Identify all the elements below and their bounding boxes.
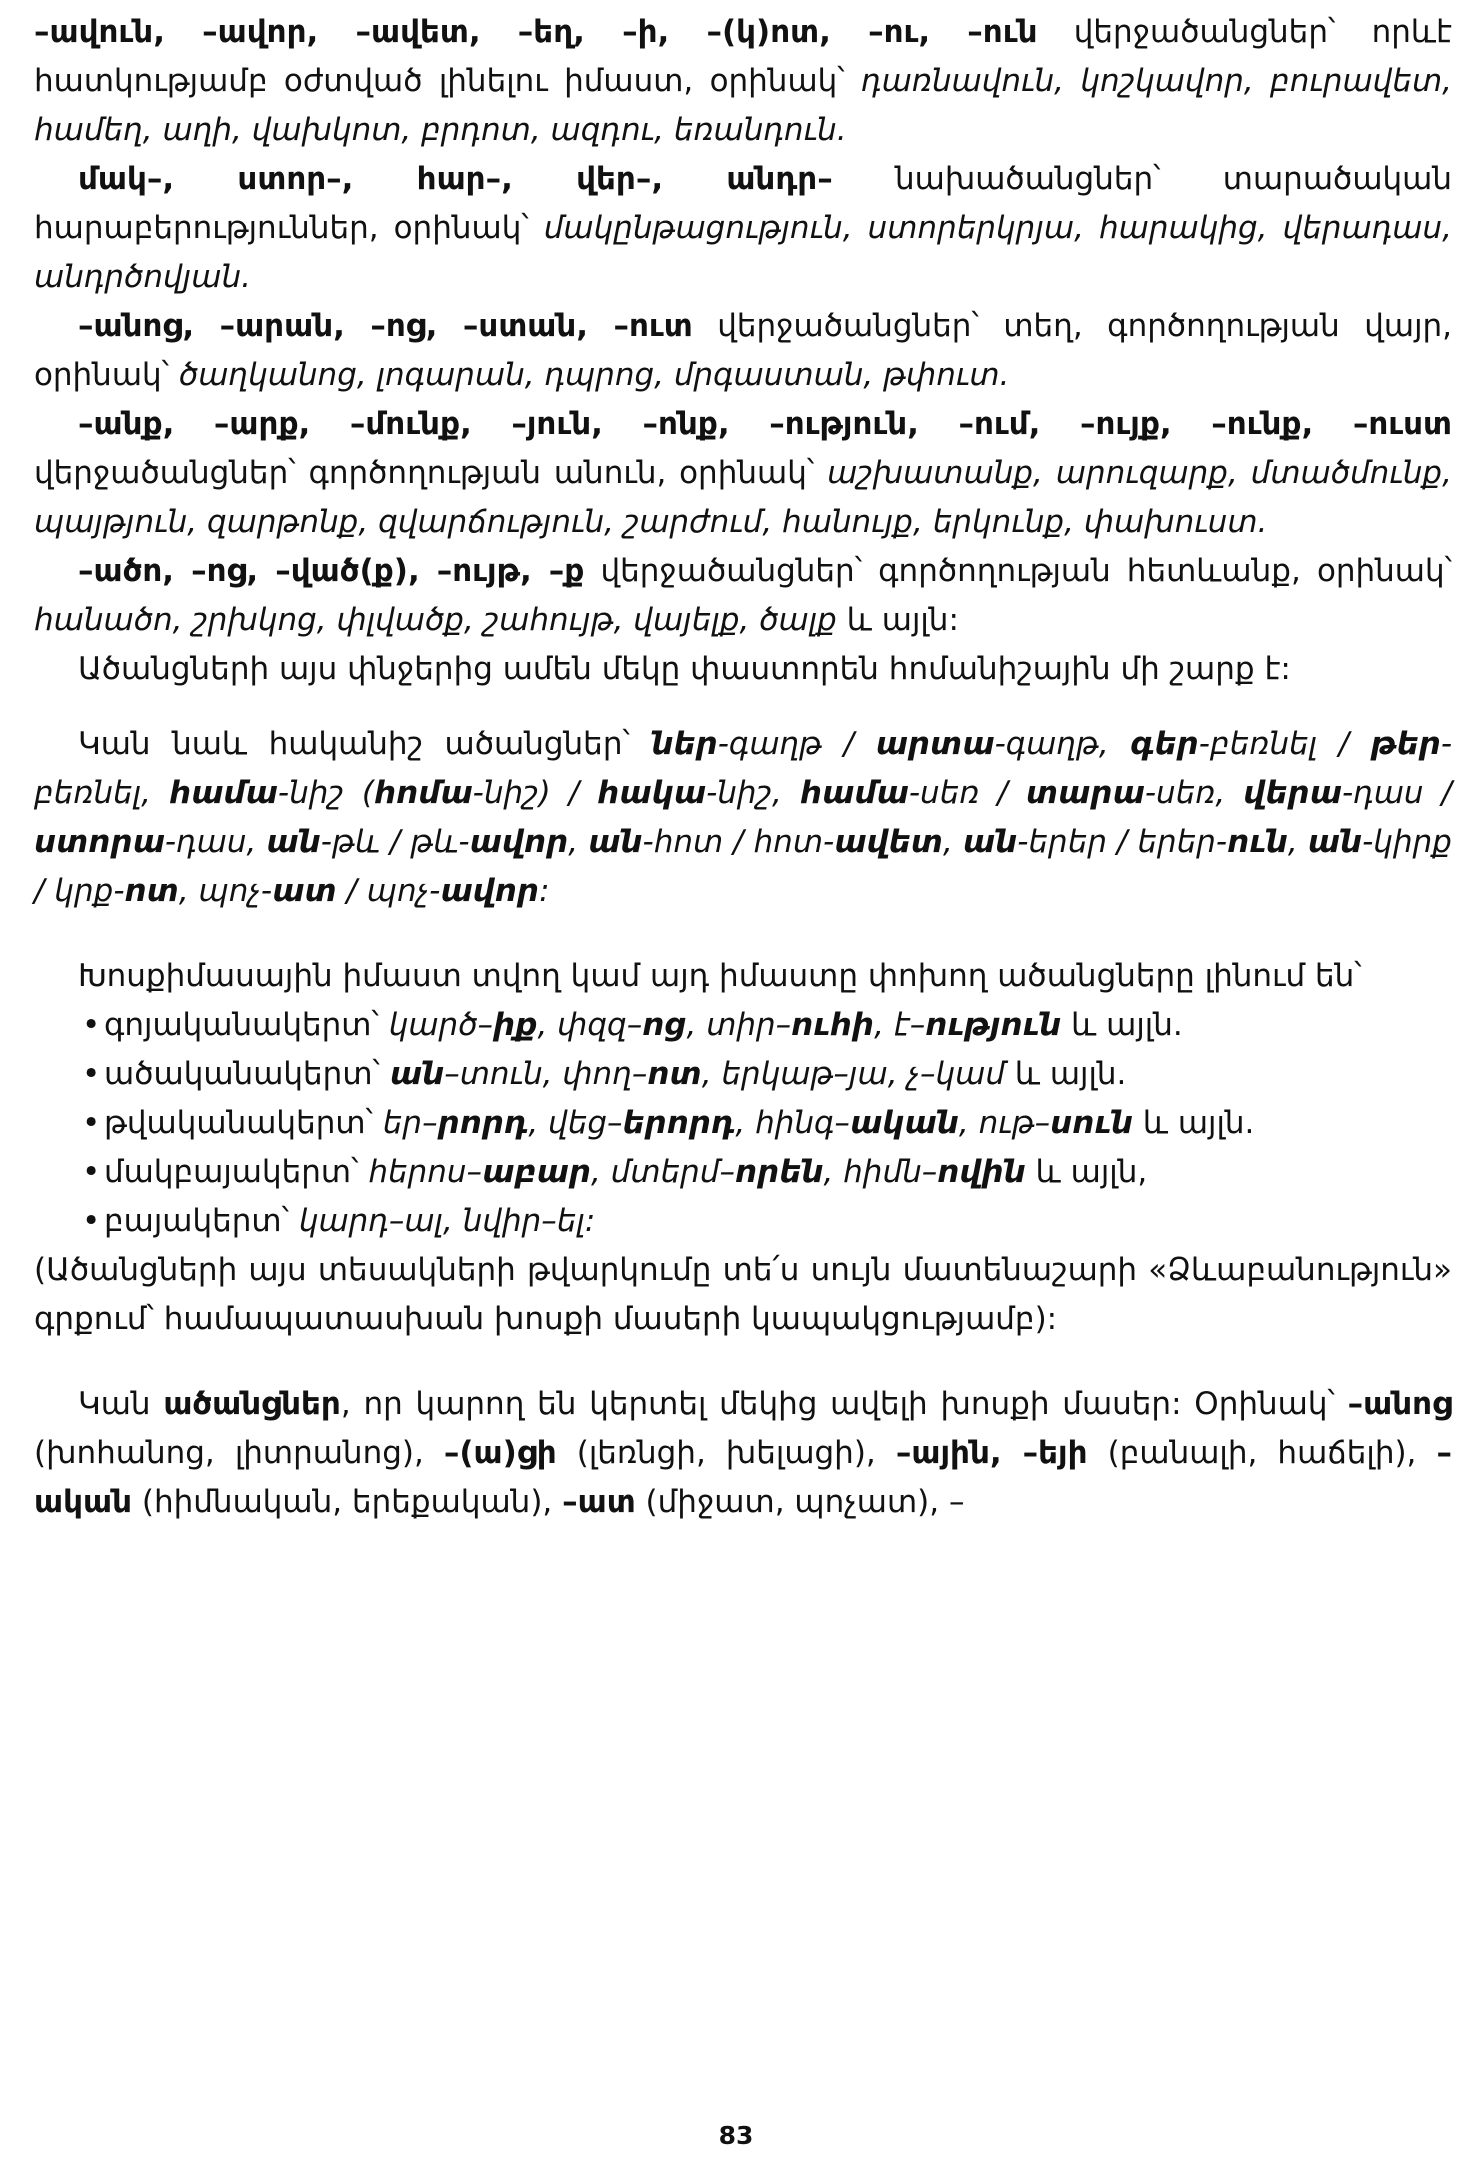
list-item-label: մակբայակերտ՝	[104, 1154, 369, 1190]
description: վերջածանցներ՝ գործողության հետևանք, օրինակ՝	[584, 553, 1452, 589]
affix: ոտ	[124, 873, 179, 909]
affix: ովին	[937, 1154, 1026, 1190]
affix: որեն	[734, 1154, 824, 1190]
text-segment: :	[539, 873, 550, 909]
description: վերջածանցներ՝ գործողության անուն, օրինակ՝	[34, 455, 828, 491]
text-segment: -սեռ,	[1144, 775, 1244, 811]
affix: ուն	[1227, 824, 1288, 860]
affix: ան	[1307, 824, 1363, 860]
list-item	[82, 1050, 1452, 1099]
text-segment: -երեր / երեր-	[1017, 824, 1228, 860]
page-number: 83	[718, 2121, 754, 2150]
list-item-label: բայակերտ՝	[104, 1203, 299, 1239]
paragraph-action-name-suffixes	[34, 400, 1452, 547]
affix: սուն	[1050, 1105, 1133, 1141]
paragraph-cross-reference: (Ածանցների այս տեսակների թվարկումը տե՛ս սույն մատենաշարի «Ձևաբանություն» գրքում՝ համապատասխան խոսքի մասերի կապակցությամբ):	[34, 1252, 1452, 1337]
prefix-list: մակ–, ստոր–, հար–, վեր–, անդր–	[78, 161, 833, 197]
text-segment: -նիշ) /	[472, 775, 598, 811]
affix: ոց	[642, 1007, 687, 1043]
text-segment: , ութ–	[958, 1105, 1051, 1141]
text-segment: , հիմն–	[823, 1154, 938, 1190]
text-segment: ,	[1287, 824, 1308, 860]
text-segment: , տիր–	[686, 1007, 792, 1043]
affix: ստորա	[34, 824, 165, 860]
list-item	[82, 1148, 1452, 1197]
affix: հակա	[597, 775, 707, 811]
list-item	[82, 1197, 1452, 1246]
affix: ություն	[925, 1007, 1062, 1043]
text-segment: , է–	[874, 1007, 926, 1043]
text-segment: , երկաթ–յա, չ–կամ	[701, 1056, 1005, 1092]
affix: ածանցներ	[163, 1386, 341, 1422]
affix: համա	[799, 775, 909, 811]
affix: –ատ	[562, 1484, 636, 1520]
text-segment: Կան	[78, 1386, 164, 1422]
paragraph-place-suffixes	[34, 302, 1452, 400]
text-segment: -դաս /	[1341, 775, 1452, 811]
affix: –(ա)ցի	[443, 1435, 557, 1471]
text-segment: –տուն, փող–	[444, 1056, 648, 1092]
text-segment: / պոչ-	[336, 873, 441, 909]
list-item-examples	[368, 1154, 1147, 1190]
list-item-label: ածականակերտ՝	[104, 1056, 390, 1092]
list-item-label: գոյականակերտ՝	[104, 1007, 389, 1043]
affix: ավոր	[469, 824, 569, 860]
affix: ան	[962, 824, 1018, 860]
text-segment: (հիմնական, երեքական),	[132, 1484, 563, 1520]
text-segment: -նիշ (	[277, 775, 374, 811]
text-segment: -հոտ / հոտ-	[642, 824, 835, 860]
paragraph-possession-suffixes	[34, 8, 1452, 155]
affix: երորդ	[622, 1105, 736, 1141]
affix: արտա	[875, 726, 995, 762]
examples: ծաղկանոց, լոգարան, դպրոց, մրգաստան, թփուտ.	[178, 357, 1010, 393]
affix: ան	[266, 824, 321, 860]
text-segment: (բանալի, հաճելի),	[1087, 1435, 1437, 1471]
text-segment: ,	[568, 824, 589, 860]
affix: ավետ	[834, 824, 943, 860]
text-segment: -գաղթ,	[994, 726, 1131, 762]
page-body	[34, 8, 1452, 1527]
list-item-label: թվականակերտ՝	[104, 1105, 383, 1141]
paragraph-antonym-affixes	[34, 720, 1452, 916]
description: վերջածանցներ՝ տեղ, գործողության վայր, օրինակ՝	[34, 308, 1452, 393]
affix: ավոր	[440, 873, 540, 909]
affix: թեր	[1370, 726, 1441, 762]
description: վերջածանցներ՝ որևէ հատկությամբ օժտված լինելու իմաստ, օրինակ՝	[34, 14, 1452, 99]
suffix-list: –անոց, –արան, –ոց, –ստան, –ուտ	[78, 308, 693, 344]
text-segment: -բեռնել,	[34, 726, 1453, 811]
affix: ան	[389, 1056, 445, 1092]
etc: և այլն:	[836, 602, 959, 638]
description: նախածանցներ՝ տարածական հարաբերություններ, օրինակ՝	[34, 161, 1453, 246]
suffix-list: –ավուն, –ավոր, –ավետ, –եղ, –ի, –(կ)ոտ, –ու, –ուն	[34, 14, 1038, 50]
text-segment: , պոչ-	[178, 873, 273, 909]
paragraph-synonym-series: Ածանցների այս փնջերից ամեն մեկը փաստորեն հոմանիշային մի շարք է:	[78, 651, 1291, 687]
text-segment: (լեռնցի, խելացի),	[556, 1435, 896, 1471]
text-segment: (խոհանոց, լիտրանոց),	[34, 1435, 444, 1471]
text-segment: , փզզ–	[537, 1007, 643, 1043]
affix: համա	[168, 775, 278, 811]
affix: –ային, –եյի	[895, 1435, 1088, 1471]
affix: րորդ	[437, 1105, 529, 1141]
text-segment: -կիրք / կրք-	[34, 824, 1452, 909]
text-segment: -գաղթ /	[717, 726, 876, 762]
intro: Կան նաև հականիշ ածանցներ՝	[78, 726, 652, 762]
text-segment: (միջատ, պոչատ), –	[635, 1484, 965, 1520]
paragraph-spatial-prefixes	[34, 155, 1452, 302]
list-item-examples	[389, 1007, 1183, 1043]
affix: ական	[849, 1105, 959, 1141]
affix: հոմա	[373, 775, 473, 811]
text-segment: , հինգ–	[735, 1105, 850, 1141]
text-segment: , որ կարող են կերտել մեկից ավելի խոսքի մասեր: Օրինակ՝	[340, 1386, 1348, 1422]
affix: գեր	[1130, 726, 1199, 762]
text-segment: և այլն.	[1004, 1056, 1127, 1092]
text-segment: ,	[942, 824, 963, 860]
paragraph-part-of-speech-affixes: Խոսքիմասային իմաստ տվող կամ այդ իմաստը փոխող ածանցները լինում են՝	[78, 958, 1362, 994]
suffix-list: –անք, –արք, –մունք, –յուն, –ոնք, –ություն, –ում, –ույք, –ունք, –ուստ	[78, 406, 1452, 442]
text-segment: , վեց–	[528, 1105, 623, 1141]
text-segment: -բեռնել /	[1198, 726, 1371, 762]
affix: ան	[588, 824, 643, 860]
text-segment: կարդ–ալ, նվիր–ել:	[298, 1203, 596, 1239]
text-segment: և այլն,	[1025, 1154, 1148, 1190]
text-segment: -սեռ /	[908, 775, 1026, 811]
text-segment: և այլն.	[1132, 1105, 1255, 1141]
text-segment: եր–	[382, 1105, 438, 1141]
affix: իք	[493, 1007, 538, 1043]
list-item-examples	[383, 1105, 1255, 1141]
affix: –ական	[34, 1435, 1452, 1520]
affix: ներ	[651, 726, 718, 762]
paragraph-multi-pos-affixes	[34, 1380, 1452, 1527]
affix: աբար	[482, 1154, 591, 1190]
examples: աշխատանք, արուզարք, մտածմունք, պայթյուն, զարթոնք, զվարճություն, շարժում, հանույք, երկունք, փախուստ.	[34, 455, 1452, 540]
affix: ոտ	[647, 1056, 702, 1092]
affix: ուհի	[791, 1007, 875, 1043]
text-segment: -նիշ,	[706, 775, 800, 811]
text-segment: կարծ–	[388, 1007, 493, 1043]
affix-type-list	[34, 1001, 1452, 1246]
examples: մակընթացություն, ստորերկրյա, հարակից, վերադաս, անդրծովյան.	[34, 210, 1452, 295]
list-item-examples	[299, 1203, 595, 1239]
affix: տարա	[1025, 775, 1145, 811]
text-segment: -թև / թև-	[320, 824, 470, 860]
affix: ատ	[272, 873, 337, 909]
affix: վերա	[1243, 775, 1342, 811]
text-segment: -դաս,	[164, 824, 267, 860]
suffix-list: –ածո, –ոց, –ված(ք), –ույթ, –ք	[78, 553, 585, 589]
list-item-examples	[390, 1056, 1127, 1092]
list-item	[82, 1001, 1452, 1050]
text-segment: և այլն.	[1061, 1007, 1183, 1043]
examples: հանածո, շրխկոց, փլվածք, շահույթ, վայելք, ծալք	[34, 602, 837, 638]
list-item	[82, 1099, 1452, 1148]
affix: –անոց	[1347, 1386, 1453, 1422]
paragraph-result-suffixes	[34, 547, 1452, 645]
text-segment: , մտերմ–	[590, 1154, 735, 1190]
examples: դառնավուն, կոշկավոր, բուրավետ, համեղ, աղի, վախկոտ, բրդոտ, ազդու, եռանդուն.	[34, 63, 1452, 148]
multi-pos-examples	[34, 1386, 1452, 1520]
text-segment: հերոս–	[368, 1154, 483, 1190]
